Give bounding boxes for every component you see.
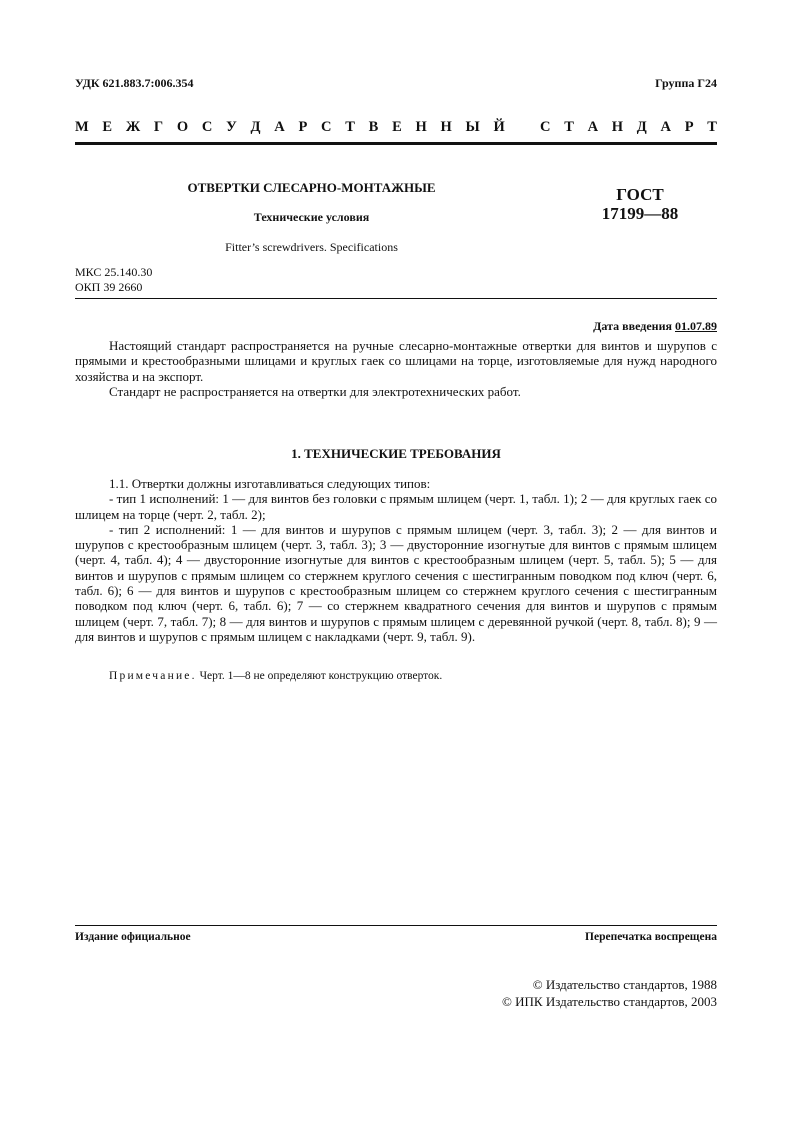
banner-letter: Р [684,119,694,135]
banner-letter: С [540,119,551,135]
banner-letter: А [587,119,599,135]
banner-letter: Д [250,119,261,135]
banner-letter: Т [564,119,574,135]
clause-1-1: 1.1. Отвертки должны изготавливаться следующих типов: [109,476,431,491]
banner-word-standard [540,119,717,136]
standard-banner [75,119,717,136]
intro-text [75,338,717,399]
banner-letter: А [660,119,671,135]
copyright [502,976,717,1010]
banner-word-interstate [75,119,505,136]
document-subtitle: Технические условия [253,210,370,224]
udk-code: УДК 621.883.7:006.354 [75,76,194,90]
banner-letter: М [75,119,89,135]
banner-letter: Н [440,119,452,135]
type-2-list: - тип 2 исполнений: 1 — для винтов и шурупов с прямым шлицем (черт. 3, табл. 3); 2 — для винтов и шурупов с крестообразным шлицем (черт. 3, табл. 3); 3 — двусторонние изогнутые для винтов с прямым шлицем (черт. 4, табл. 4); 4 — двусторонние изогнутые для винтов с крестообразным шлицем (черт. 5, табл. 5); 5 — для винтов и шурупов с прямым шлицем со стержнем круглого сечения с шестигранным поводком под ключ (черт. 6, табл. 6); 6 — для винтов и шурупов с крестообразным шлицем со стержнем круглого сечения с шестигранным поводком под ключ (черт. 6, табл. 6); 7 — со стержнем квадратного сечения для винтов и шурупов с прямым шлицем (черт. 7, табл. 7); 8 — для винтов и шурупов с прямым шлицем с деревянной ручкой (черт. 8, табл. 8); 9 — для винтов и шурупов с прямым шлицем с накладками (черт. 9, табл. 9). [75,521,717,644]
title-rule [75,298,717,299]
type-1-list: - тип 1 исполнений: 1 — для винтов без головки с прямым шлицем (черт. 1, табл. 1); 2 — для круглых гаек со шлицем на торце (черт. 2, табл. 2); [75,491,717,522]
banner-letter: С [201,119,213,135]
banner-letter: Т [345,119,355,135]
official-edition: Издание официальное [75,931,191,943]
banner-letter: Н [415,119,427,135]
banner-letter: В [368,119,379,135]
banner-letter: Ж [125,119,141,135]
effective-date [593,319,717,334]
mks-code: МКС 25.140.30 [75,265,153,279]
banner-letter: Е [392,119,402,135]
banner-letter: Й [493,119,505,135]
banner-letter: Н [611,119,624,135]
banner-letter: А [274,119,285,135]
footer-rule [75,925,717,926]
note-text: Черт. 1—8 не определяют конструкцию отверток. [199,670,443,682]
note [109,670,442,682]
english-title: Fitter’s screwdrivers. Specifications [225,240,398,254]
banner-letter: Р [298,119,308,135]
section-heading: 1. ТЕХНИЧЕСКИЕ ТРЕБОВАНИЯ [291,446,501,461]
banner-letter: С [321,119,332,135]
group-code: Группа Г24 [655,76,717,90]
gost-designation [590,185,690,223]
banner-letter: Г [153,119,164,135]
intro-paragraph-2: Стандарт не распространяется на отвертки для электротехнических работ. [109,383,521,399]
banner-letter: Д [636,119,647,135]
banner-letter: Е [102,119,113,135]
gost-label: ГОСТ [616,185,664,204]
document-title: ОТВЕРТКИ СЛЕСАРНО-МОНТАЖНЫЕ [187,180,436,195]
banner-letter: Т [707,119,717,135]
copyright-2003: © ИПК Издательство стандартов, 2003 [502,994,717,1009]
banner-letter: У [226,119,237,135]
header-rule [75,142,717,145]
effective-date-value: 01.07.89 [675,319,717,333]
okp-code: ОКП 39 2660 [75,279,143,294]
copyright-1988: © Издательство стандартов, 1988 [532,977,717,992]
banner-letter: Ы [465,119,480,135]
intro-paragraph-1: Настоящий стандарт распространяется на ручные слесарно-монтажные отвертки для винтов и шурупов с прямыми и крестообразными шлицами и круглых гаек со шлицами на торце, изготовляемые для нужд народного хозяйства и на экспорт. [75,338,717,384]
banner-letter: О [176,119,189,135]
effective-date-label: Дата введения [593,319,672,333]
reprint-prohibited: Перепечатка воспрещена [585,931,717,943]
classification-codes [75,265,152,294]
section-text [75,476,717,644]
gost-number: 17199—88 [601,204,679,223]
note-label: Примечание. [109,670,197,682]
